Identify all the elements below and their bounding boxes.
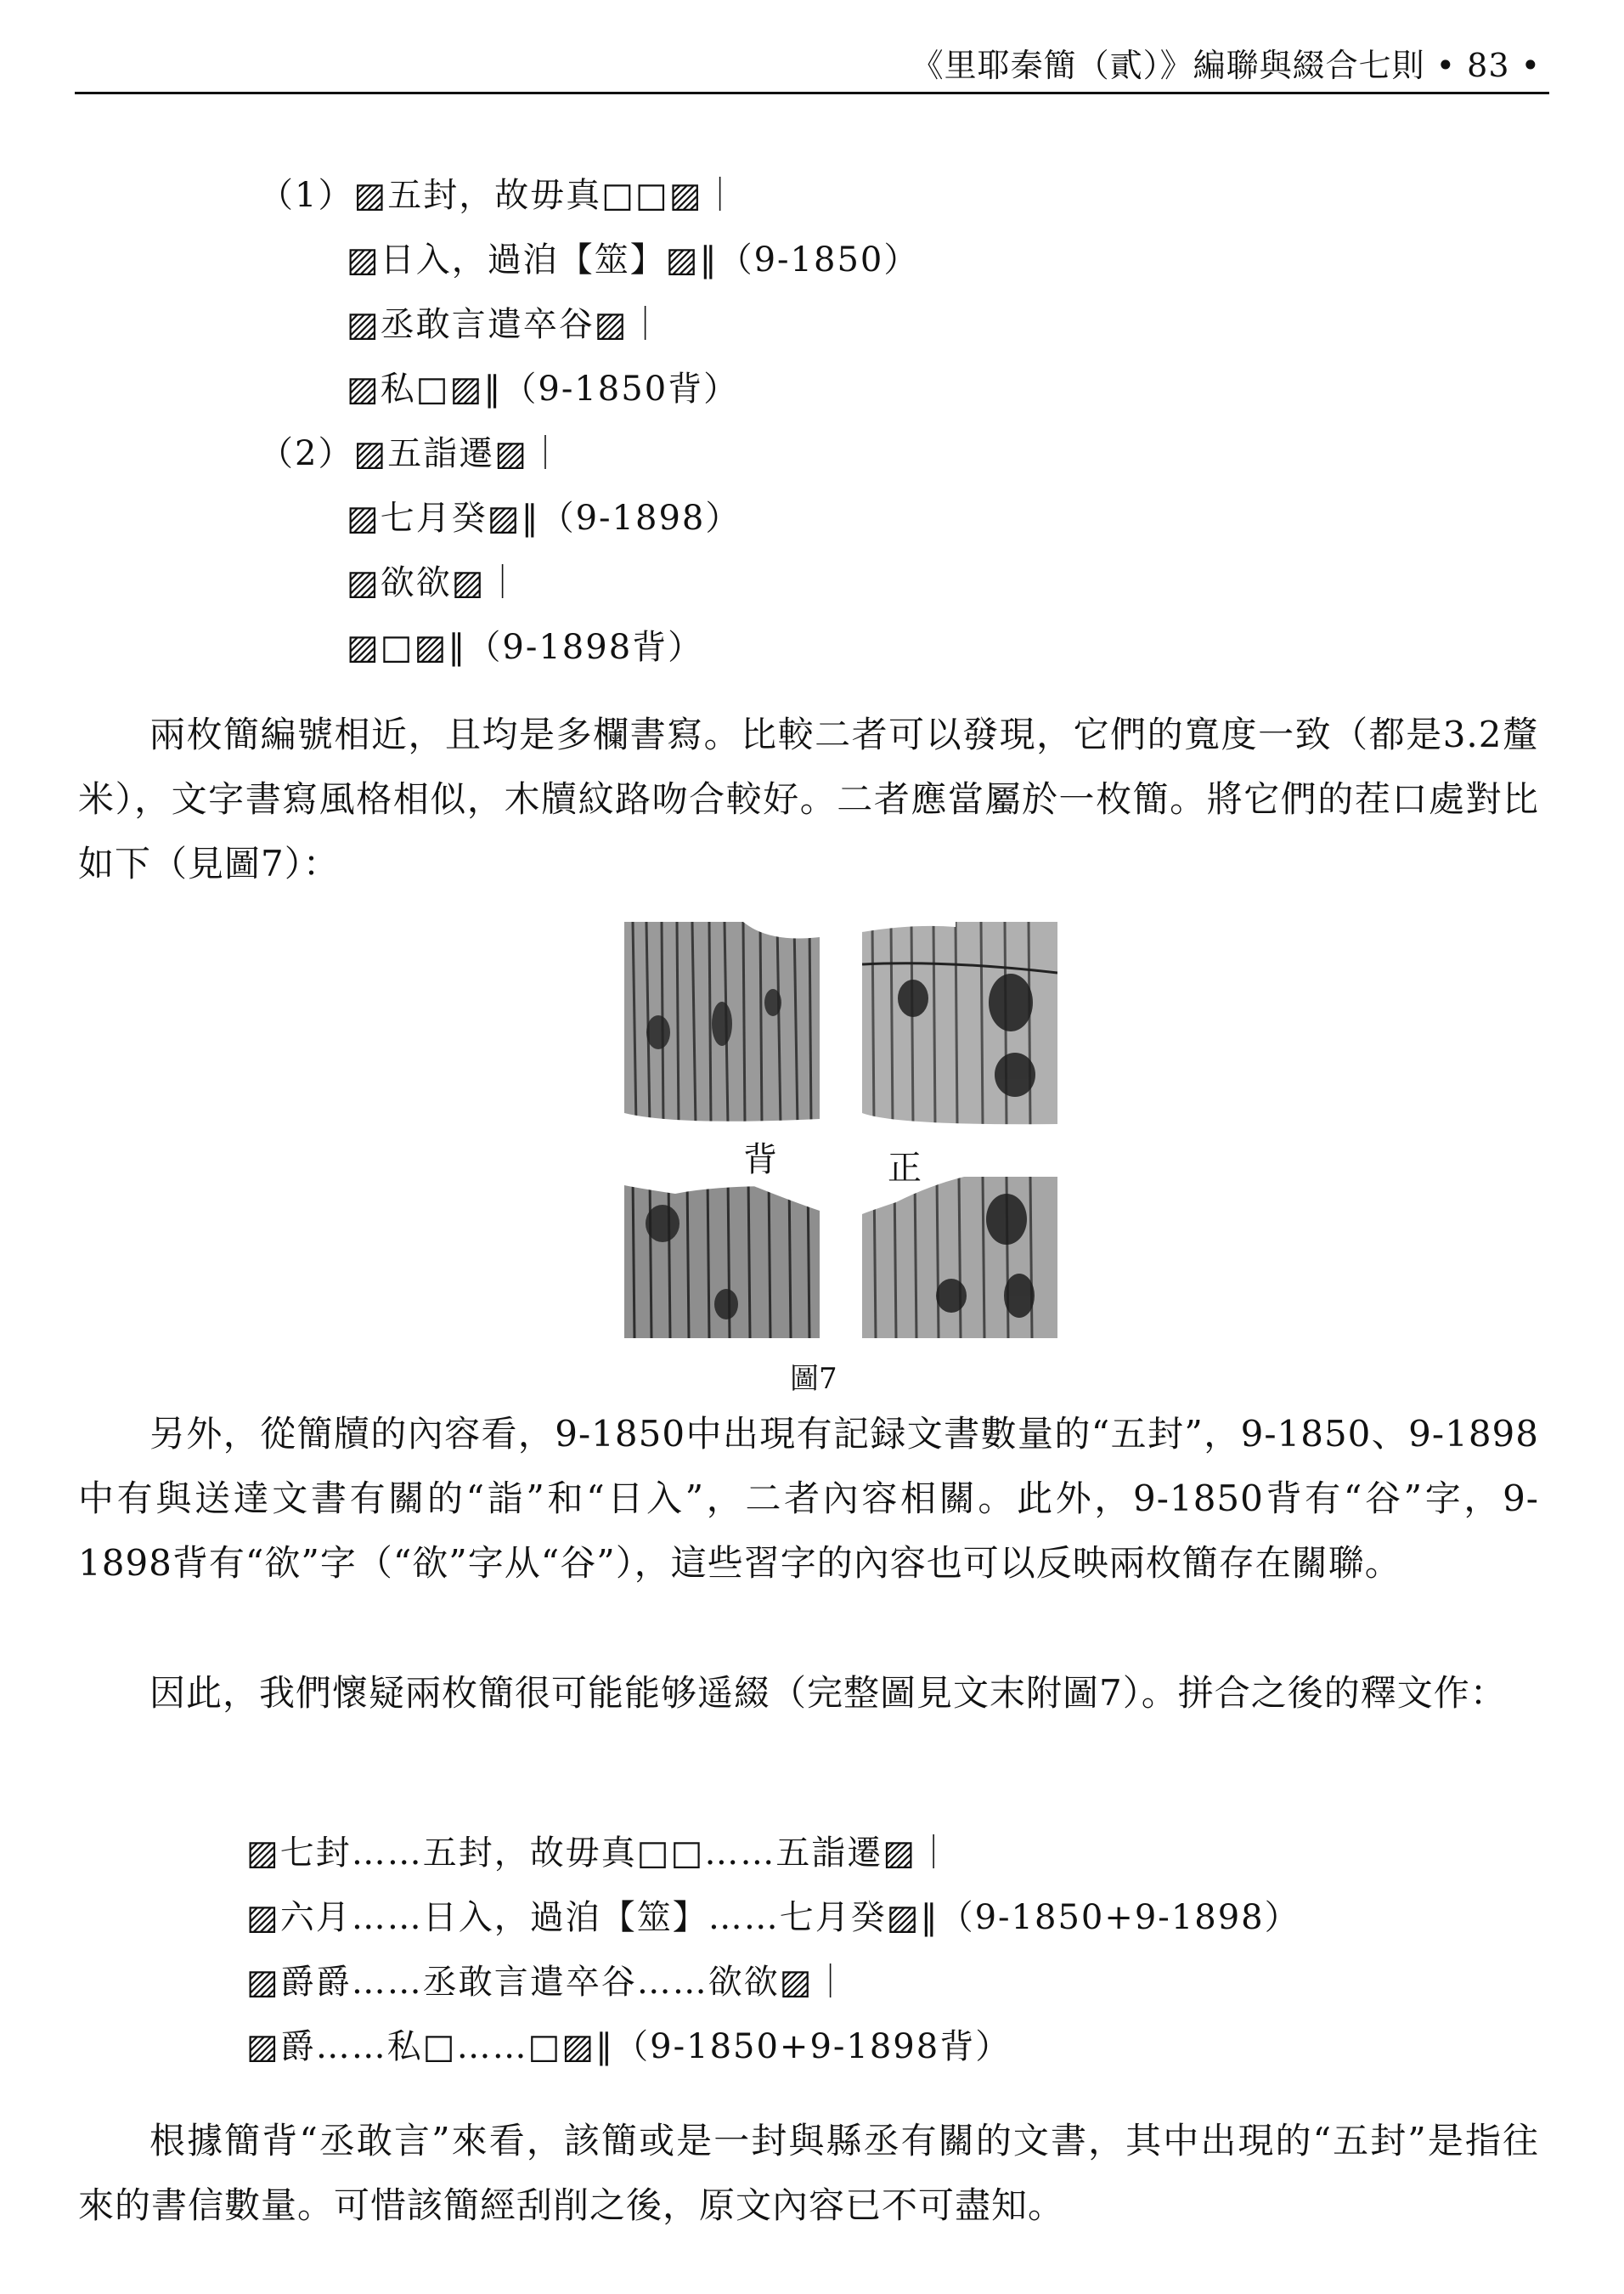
transcription-line: ▨丞敢言遣卒谷▨｜ xyxy=(347,305,664,344)
figure-label-back: 背 xyxy=(743,1140,777,1179)
body-paragraph-2 xyxy=(78,1402,1539,1596)
slip-photo-front-upper xyxy=(862,922,1057,1126)
transcription-line: （1）▨五封，故毋真□□▨｜ xyxy=(259,176,739,215)
slip-photo-back-upper xyxy=(624,922,820,1126)
slip-photo-back-lower xyxy=(624,1177,820,1338)
paragraph-text: 另外，從簡牘的內容看，9-1850中出現有記録文書數量的“五封”，9-1850、9-1898中有與送達文書有關的“詣”和“日入”，二者內容相關。此外，9-1850背有“谷”字，9-1898背有“欲”字（“欲”字从“谷”），這些習字的內容也可以反映兩枚簡存在關聯。 xyxy=(78,1413,1539,1584)
transcription-line: ▨爵爵……丞敢言遣卒谷……欲欲▨｜ xyxy=(246,1963,849,2002)
body-paragraph-4 xyxy=(78,2109,1539,2238)
page-header xyxy=(75,32,1549,94)
paragraph-text: 兩枚簡編號相近，且均是多欄書寫。比較二者可以發現，它們的寬度一致（都是3.2釐米），文字書寫風格相似，木牘紋路吻合較好。二者應當屬於一枚簡。將它們的茬口處對比如下（見圖7）： xyxy=(78,714,1539,884)
transcription-line: ▨七封……五封，故毋真□□……五詣遷▨｜ xyxy=(246,1834,953,1873)
body-paragraph-3 xyxy=(78,1661,1539,1726)
transcription-line: ▨六月……日入，過洎【筮】……七月癸▨‖（9-1850+9-1898） xyxy=(246,1898,1300,1937)
running-head: 《里耶秦簡（貳）》編聯與綴合七則 • 83 • xyxy=(911,47,1541,84)
transcription-line: ▨七月癸▨‖（9-1898） xyxy=(347,499,742,538)
transcription-line: ▨日入，過洎【筮】▨‖（9-1850） xyxy=(347,240,920,280)
transcription-line: ▨爵……私□……□▨‖（9-1850+9-1898背） xyxy=(246,2027,1012,2066)
figure-label-front: 正 xyxy=(888,1149,922,1188)
paragraph-text: 因此，我們懷疑兩枚簡很可能能够遥綴（完整圖見文末附圖7）。拼合之後的釋文作： xyxy=(149,1672,1507,1714)
paragraph-text: 根據簡背“丞敢言”來看，該簡或是一封與縣丞有關的文書，其中出現的“五封”是指往來的書信數量。可惜該簡經刮削之後，原文內容已不可盡知。 xyxy=(78,2120,1539,2226)
transcription-line: （2）▨五詣遷▨｜ xyxy=(259,434,565,473)
transcription-line: ▨□▨‖（9-1898背） xyxy=(347,628,704,667)
slip-photo-front-lower xyxy=(862,1177,1057,1338)
body-paragraph-1 xyxy=(78,703,1539,896)
transcription-line: ▨欲欲▨｜ xyxy=(347,563,522,602)
figure-7 xyxy=(624,922,1066,1338)
figure-caption: 圖7 xyxy=(790,1362,837,1396)
transcription-line: ▨私□▨‖（9-1850背） xyxy=(347,370,740,409)
